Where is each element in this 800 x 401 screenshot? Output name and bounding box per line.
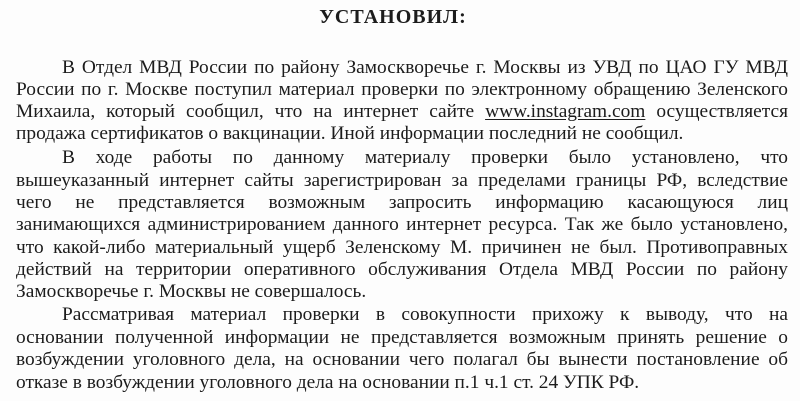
paragraph-3-line-1: Рассматривая материал проверки в совокупности прихожу к выводу, что на bbox=[62, 304, 788, 325]
paragraph-2-line-3: чего не представляется возможным запросить информацию касающуюся лиц bbox=[16, 192, 788, 213]
paragraph-3-line-4: отказе в возбуждении уголовного дела на основании п.1 ч.1 ст. 24 УПК РФ. bbox=[16, 372, 640, 393]
paragraph-2-line-2: вышеуказанный интернет сайты зарегистрирован за пределами границы РФ, вследствие bbox=[16, 170, 788, 191]
line-text-before-link: Михаила, который сообщил, что на интернет сайте bbox=[16, 101, 486, 122]
paragraph-3-line-3: возбуждении уголовного дела, на основании чего полагал бы вынести постановление об bbox=[16, 349, 788, 370]
instagram-link[interactable]: www.instagram.com bbox=[485, 101, 646, 122]
section-heading: УСТАНОВИЛ: bbox=[319, 6, 467, 28]
paragraph-2-line-1: В ходе работы по данному материалу проверки было установлено, что bbox=[62, 147, 788, 168]
paragraph-1-line-3 bbox=[16, 101, 788, 123]
paragraph-2-line-5: что какой-либо материальный ущерб Зеленскому М. причинен не был. Противоправных bbox=[16, 237, 788, 258]
paragraph-2-line-4: занимающихся администрированием данного интернет ресурса. Так же было установлено, bbox=[16, 214, 788, 235]
paragraph-2-line-6: действий на территории оперативного обслуживания Отдела МВД России по району bbox=[16, 259, 788, 280]
paragraph-1-line-2: России по г. Москве поступил материал проверки по электронному обращению Зеленского bbox=[16, 79, 788, 100]
paragraph-1-line-1: В Отдел МВД России по району Замоскворечье г. Москвы из УВД по ЦАО ГУ МВД bbox=[62, 57, 788, 78]
paragraph-1-line-4: продажа сертификатов о вакцинации. Иной информации последний не сообщил. bbox=[16, 123, 684, 144]
paragraph-2-line-7: Замоскворечье г. Москвы не совершалось. bbox=[16, 281, 367, 302]
paragraph-3-line-2: основании полученной информации не представляется возможным принять решение о bbox=[16, 327, 788, 348]
line-text-after-link: осуществляется bbox=[645, 101, 789, 122]
